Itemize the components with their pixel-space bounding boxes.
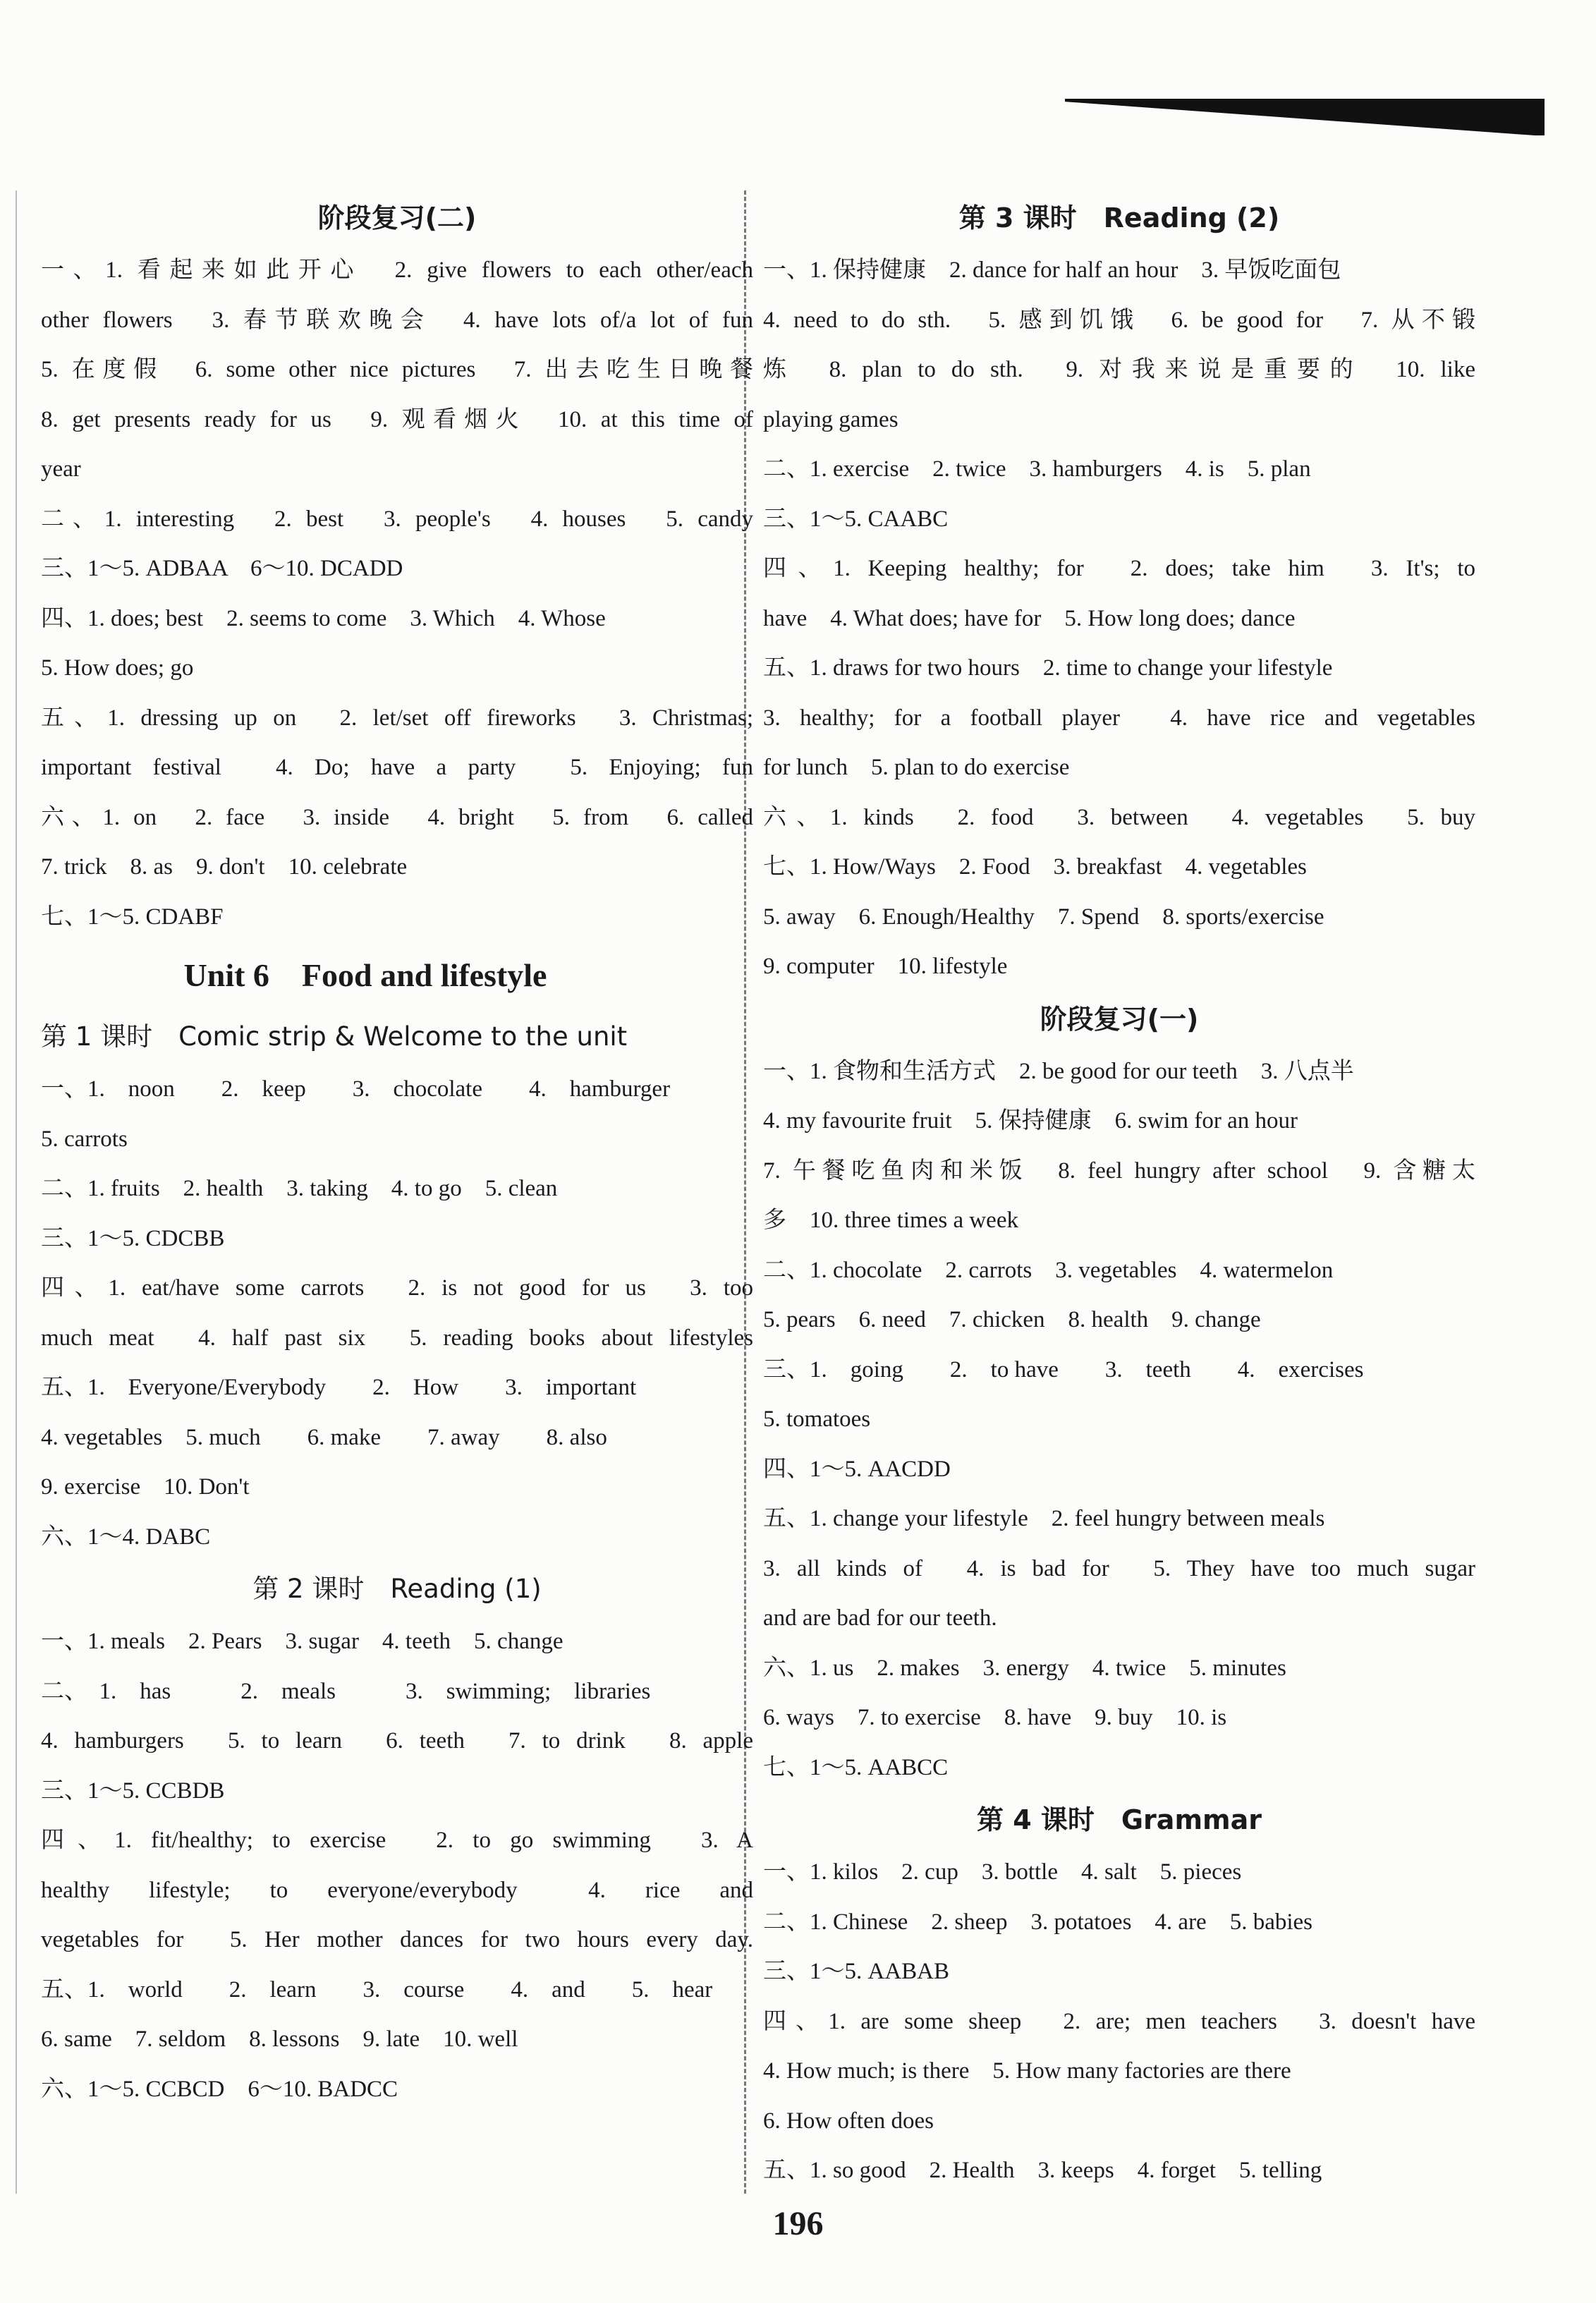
answer-line: have 4. What does; have for 5. How long does; dance [763,605,1296,631]
section-title: 第 4 课时 Grammar [976,1804,1262,1835]
lesson-title: 第 2 课时 Reading (1) [252,1574,542,1604]
header-decoration-bar [1065,99,1545,135]
answer-line: 5. carrots [41,1126,128,1152]
answer-line: 四、1～5. AACDD [763,1456,951,1482]
answer-line: 二、1. interesting 2. best 3. people's 4. houses 5. candy [41,506,753,532]
answer-line: 四、1. eat/have some carrots 2. is not good for us 3. too [41,1275,753,1301]
answer-line: 8. get presents ready for us 9. 观看烟火 10. at this time of [41,406,753,432]
answer-line: vegetables for 5. Her mother dances for two hours every day. [41,1927,753,1952]
answer-line: 5. away 6. Enough/Healthy 7. Spend 8. sports/exercise [763,904,1324,930]
section-title: 阶段复习(二) [317,202,477,233]
answer-line: year [41,456,81,482]
answer-line: 6. ways 7. to exercise 8. have 9. buy 10. is [763,1705,1227,1730]
left-margin-rule [16,190,17,2194]
answer-line: 四、1. does; best 2. seems to come 3. Which 4. Whose [41,605,606,631]
answer-line: 五、1. draws for two hours 2. time to change your lifestyle [763,655,1333,681]
lesson-title: 第 1 课时 Comic strip & Welcome to the unit [41,1021,628,1052]
left-column [41,190,753,2114]
answer-line: 六、1. on 2. face 3. inside 4. bright 5. from 6. called [41,804,753,830]
answer-line: 三、1. going 2. to have 3. teeth 4. exercises [763,1356,1364,1383]
answer-line: 五、1. world 2. learn 3. course 4. and 5. hear [41,1976,713,2003]
answer-line: 9. computer 10. lifestyle [763,954,1008,979]
answer-line: and are bad for our teeth. [763,1605,997,1631]
answer-line: 5. tomatoes [763,1406,871,1432]
answer-line: 六、1～4. DABC [41,1524,211,1550]
page-number: 196 [772,2205,824,2242]
answer-line: 5. How does; go [41,655,194,681]
section-title: 第 3 课时 Reading (2) [958,202,1280,233]
answer-line: 9. exercise 10. Don't [41,1474,250,1500]
answer-line: 3. all kinds of 4. is bad for 5. They have too much sugar [763,1555,1475,1581]
answer-line: 7. 午餐吃鱼肉和米饭 8. feel hungry after school 9. 含糖太 [763,1157,1475,1184]
answer-line: 4. need to do sth. 5. 感到饥饿 6. be good for 7. 从不锻 [763,307,1475,333]
unit-title: Unit 6 Food and lifestyle [183,957,547,993]
answer-line: 三、1～5. CDCBB [41,1225,225,1251]
answer-line: 二、1. fruits 2. health 3. taking 4. to go 5. clean [41,1176,558,1201]
answer-line: 六、1～5. CCBCD 6～10. BADCC [41,2076,398,2102]
answer-line: 三、1～5. AABAB [763,1959,950,1984]
answer-line: 6. How often does [763,2108,934,2134]
answer-line: 一、1. 看起来如此开心 2. give flowers to each other/each [41,257,753,283]
answer-line: for lunch 5. plan to do exercise [763,755,1070,780]
answer-line: 三、1～5. CCBDB [41,1778,225,1804]
right-column [763,190,1475,2196]
answer-line: 七、1～5. AABCC [763,1754,949,1780]
answer-line: 多 10. three times a week [763,1208,1018,1233]
answer-line: 六、1. us 2. makes 3. energy 4. twice 5. minutes [763,1655,1286,1681]
answer-line: 二、1. Chinese 2. sheep 3. potatoes 4. are 5. babies [763,1909,1313,1935]
answer-line: 三、1～5. ADBAA 6～10. DCADD [41,556,403,581]
answer-line: 五、1. dressing up on 2. let/set off fireworks 3. Christmas; [41,705,753,731]
answer-line: important festival 4. Do; have a party 5. Enjoying; fun [41,755,753,780]
answer-line: healthy lifestyle; to everyone/everybody 4. rice and [41,1877,753,1903]
answer-line: 5. pears 6. need 7. chicken 8. health 9. change [763,1307,1261,1332]
section-title: 阶段复习(一) [1040,1003,1199,1035]
answer-line: playing games [763,406,898,432]
answer-line: 三、1～5. CAABC [763,506,949,532]
answer-line: 七、1～5. CDABF [41,904,224,930]
answer-line: 七、1. How/Ways 2. Food 3. breakfast 4. vegetables [763,854,1307,880]
answer-line: 4. hamburgers 5. to learn 6. teeth 7. to drink 8. apple [41,1728,753,1754]
answer-line: 五、1. change your lifestyle 2. feel hungry between meals [763,1506,1325,1531]
answer-line: 6. same 7. seldom 8. lessons 9. late 10. well [41,2026,518,2052]
answer-line: much meat 4. half past six 5. reading books about lifestyles [41,1325,753,1351]
answer-line: 一、1. 食物和生活方式 2. be good for our teeth 3. 八点半 [763,1058,1354,1084]
answer-line: 4. How much; is there 5. How many factories are there [763,2058,1291,2084]
answer-line: 四、1. fit/healthy; to exercise 2. to go swimming 3. A [41,1828,753,1853]
answer-line: 二、 1. has 2. meals 3. swimming; libraries [41,1678,651,1704]
answer-line: 四、1. are some sheep 2. are; men teachers 3. doesn't have [763,2008,1475,2034]
answer-line: 4. vegetables 5. much 6. make 7. away 8. also [41,1424,607,1450]
answer-line: 五、1. Everyone/Everybody 2. How 3. important [41,1375,637,1400]
answer-line: 7. trick 8. as 9. don't 10. celebrate [41,854,408,880]
answer-line: 5. 在度假 6. some other nice pictures 7. 出去吃生日晚餐 [41,357,753,382]
answer-line: 4. my favourite fruit 5. 保持健康 6. swim for an hour [763,1108,1298,1134]
answer-line: other flowers 3. 春节联欢晚会 4. have lots of/a lot of fun [41,307,753,333]
answer-line: 一、1. meals 2. Pears 3. sugar 4. teeth 5. change [41,1629,564,1654]
answer-line: 二、1. exercise 2. twice 3. hamburgers 4. is 5. plan [763,456,1311,482]
answer-line: 一、1. 保持健康 2. dance for half an hour 3. 早饭吃面包 [763,257,1341,283]
answer-line: 五、1. so good 2. Health 3. keeps 4. forget 5. telling [763,2158,1322,2183]
answer-line: 二、1. chocolate 2. carrots 3. vegetables 4. watermelon [763,1257,1334,1283]
answer-line: 一、1. noon 2. keep 3. chocolate 4. hamburger [41,1076,671,1102]
answer-line: 3. healthy; for a football player 4. have rice and vegetables [763,705,1475,731]
answer-line: 四、1. Keeping healthy; for 2. does; take him 3. It's; to [763,556,1475,581]
answer-line: 炼 8. plan to do sth. 9. 对我来说是重要的 10. like [763,357,1475,382]
answer-line: 六、1. kinds 2. food 3. between 4. vegetables 5. buy [763,804,1475,830]
answer-line: 一、1. kilos 2. cup 3. bottle 4. salt 5. pieces [763,1859,1242,1885]
